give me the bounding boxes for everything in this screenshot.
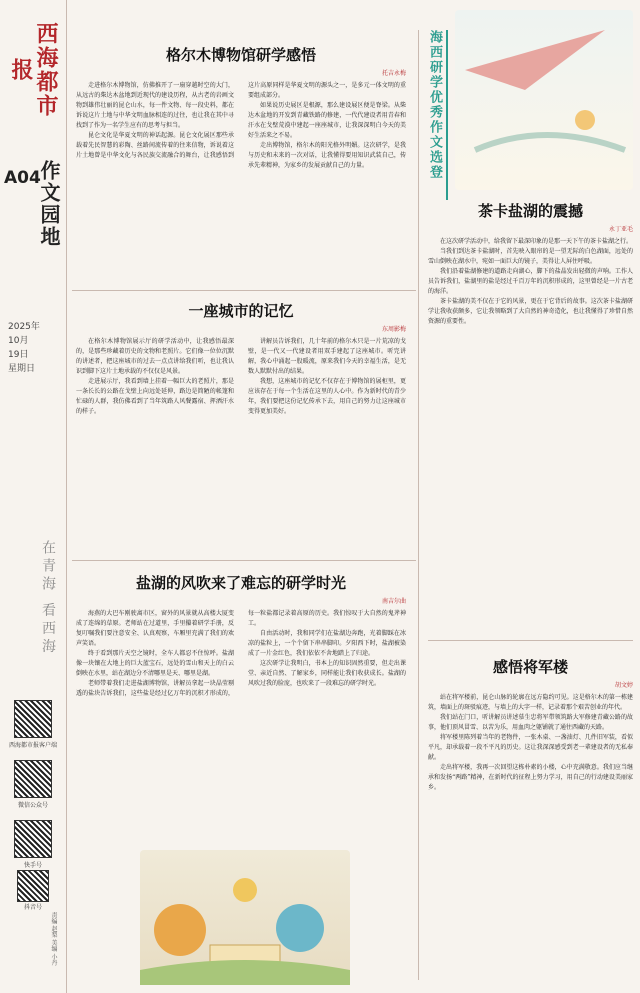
illustration-paper-plane	[455, 10, 633, 190]
paper-plane-icon	[465, 30, 605, 90]
page-number: A04	[4, 168, 41, 188]
qr-label: 西海都市报客户端	[8, 742, 57, 749]
qr-code[interactable]	[17, 870, 49, 902]
banner-rule	[446, 30, 448, 200]
qr-code[interactable]	[14, 820, 52, 858]
article-2	[76, 300, 406, 537]
child-figure	[154, 904, 206, 956]
article-author: 永丁亚毛	[608, 226, 633, 233]
cloud-shape	[475, 135, 625, 150]
child-figure	[575, 110, 595, 130]
editor-credit: 责编 赵梨 美编 小丹	[50, 912, 57, 966]
paragraph: 海燕的大巴车刚驶离市区，窗外的风景就从高楼大厦变成了连绵的草原。老师站在过道里，手里攥着研学手册，反复叮嘱我们要注意安全、认真观察，车厢里充满了我们的欢声笑语。	[76, 610, 234, 647]
article-author: 东周影梅	[381, 326, 406, 333]
left-sidebar	[0, 0, 67, 993]
article-body	[76, 81, 406, 281]
paragraph: 我想，这座城市的记忆不仅存在于博物馆的展柜里，更应该存在于每一个生活在这里的人心中。作为新时代的青少年，我们要把这份记忆传承下去，用自己的努力让这座城市变得更加美好。	[248, 378, 406, 415]
paragraph: 我们站在门口，听讲解员讲述慕生忠将军带领筑路大军修建青藏公路的故事，他们顶风冒雪、以苦为乐，用血肉之躯铺就了通往西藏的天路。	[428, 714, 633, 731]
article-author: 胡文婷	[614, 682, 633, 689]
qr-label: 快手号	[23, 862, 42, 869]
illustration-children-reading	[140, 850, 350, 985]
column-divider	[418, 30, 419, 980]
masthead-logo: 西海都市报	[8, 22, 59, 118]
section-title: 作文园地	[37, 160, 61, 248]
article-author: 托吉永梅	[381, 70, 406, 77]
article-title: 一座城市的记忆	[188, 302, 294, 320]
article-author: 南吉尔曲	[381, 598, 406, 605]
article-title: 茶卡盐湖的震撼	[477, 202, 583, 220]
qr-code[interactable]	[14, 760, 52, 798]
article-title: 盐湖的风吹来了难忘的研学时光	[135, 574, 346, 592]
issue-date	[8, 320, 58, 376]
child-figure	[276, 904, 324, 952]
sun-icon	[233, 878, 257, 902]
article-body	[428, 237, 633, 637]
paragraph: 在这次研学活动中，给我留下最深印象的是那一天下午的茶卡盐湖之行。	[440, 238, 633, 245]
paragraph: 如果说历史展区是根源，那么建设展区便是脊梁。从柴达木盆地的开发到青藏铁路的修建，一代代建设者用青春和汗水在戈壁荒漠中建起一座座城市，让我深深明白今天的美好生活来之不易。	[248, 102, 406, 139]
paragraph: 走进展示厅，我看到墙上挂着一幅巨大的老照片，那是一条长长的公路在戈壁上向远处延伸，路边是简陋的帐篷和忙碌的人群，我仿佛看到了当年筑路人风餐露宿、挥洒汗水的样子。	[76, 378, 234, 415]
article-body	[428, 693, 633, 993]
qr-label: 抖音号	[23, 904, 42, 911]
article-3	[428, 200, 633, 637]
article-body	[76, 609, 406, 854]
date-day: 19日	[8, 350, 29, 360]
paragraph: 在格尔木博物馆展示厅的研学活动中，让我感悟最深的，是那些珍藏着历史的文物和老照片。它们像一位位沉默的讲述者，把这座城市的过去一点点讲给我们听，也让我认识到脚下这片土地承载的不仅仅是风景。	[76, 338, 234, 375]
article-1	[76, 44, 406, 281]
series-banner: 海西研学优秀作文选登	[427, 30, 442, 180]
paragraph: 讲解员告诉我们，几十年前的格尔木只是一片荒凉的戈壁，是一代又一代建设者用双手建起了这座城市。听完讲解，我心中涌起一股暖流，原来我们今天的幸福生活，是无数人默默付出的结果。	[248, 338, 406, 375]
illustration-svg	[455, 10, 633, 190]
paragraph: 这次研学让我明白，书本上的知识固然重要，但走出课堂、亲近自然、了解家乡，同样能让我们收获成长。盐湖的风吹过我的脸庞，也吹来了一段难忘的研学时光。	[248, 660, 406, 687]
illustration-svg	[140, 850, 350, 985]
date-weekday: 星期日	[8, 364, 36, 374]
paragraph: 站在将军楼前，昆仑山脉的轮廓在远方隐约可见。这是格尔木的第一栋建筑，墙面上的斑驳痕迹，与墙上的大字一样，记录着那个艰苦创业的年代。	[428, 694, 633, 711]
grass-shape	[140, 960, 350, 985]
date-year: 2025年	[8, 322, 40, 332]
paragraph: 走出博物馆，格尔木的阳光格外明媚。这次研学，是我与历史和未来的一次对话，让我懂得要用知识武装自己，传承先辈精神，为家乡的发展贡献自己的力量。	[248, 142, 406, 169]
paragraph: 将军楼里陈列着当年的老物件，一张木桌、一盏油灯、几件旧军装，看似平凡，却承载着一段不平凡的历史。这让我深深感受到老一辈建设者的无私奉献。	[428, 734, 633, 761]
divider	[428, 640, 633, 641]
article-5	[428, 656, 633, 993]
paragraph: 自由活动时，我和同学们在盐湖边奔跑，光着脚踩在冰凉的盐粒上，一个个留下串串脚印。夕阳西下时，盐湖被染成了一片金红色，我们依依不舍地踏上了归途。	[248, 630, 406, 657]
paragraph: 走进格尔木博物馆，仿佛推开了一扇穿越时空的大门，从远古的柴达木盆地到近现代的建设历程，从古老的岩画文物到雄伟壮丽的昆仑山水，每一件文物、每一段史料，都在诉说这片土地与中华文明血脉相连的过往，也让我在其中寻找到了作为一名学生应有的思考与担当。	[76, 82, 234, 129]
slogan: 在青海 看西海	[40, 540, 56, 657]
paragraph: 当我们到达茶卡盐湖时，首先映入眼帘的是一望无际的白色湖面，远处的雪山倒映在湖水中，宛如一面巨大的镜子，美得让人屏住呼吸。	[428, 248, 633, 265]
date-month: 10月	[8, 336, 29, 346]
paragraph: 老师带着我们走进盐湖博物馆，讲解员拿起一块晶莹剔透的盐块告诉我们，这些盐是经过亿万年的沉积才形成的，每一粒盐都记录着高原的历史。我们惊叹于大自然的鬼斧神工。	[76, 610, 406, 697]
divider	[72, 560, 416, 561]
paragraph: 走出将军楼，我再一次回望这栋朴素的小楼，心中充满敬意。我们应当继承和发扬“两路”精神，在新时代的征程上努力学习，用自己的行动建设美丽家乡。	[428, 764, 633, 791]
article-4	[76, 572, 406, 854]
paragraph: 茶卡盐湖的美不仅在于它的风景，更在于它背后的故事。这次茶卡盐湖研学让我收获颇多，它让我领略到了大自然的神奇造化，也让我懂得了珍惜自然资源的重要性。	[428, 298, 633, 325]
divider	[72, 290, 416, 291]
qr-label: 微信公众号	[17, 802, 48, 809]
article-title: 感悟将军楼	[492, 658, 568, 676]
paragraph: 我们沿着盐湖修建的道路走向湖心，脚下的盐晶发出轻微的声响。工作人员告诉我们，盐湖里的盐是经过千百万年的沉积形成的，这里曾经是一片古老的海洋。	[428, 268, 633, 295]
article-title: 格尔木博物馆研学感悟	[165, 46, 316, 64]
paragraph: 昆仑文化是华夏文明的神话起源。昆仑文化展区那些承载着先民智慧的彩陶、丝路间流传着的往来信物，诉说着这片土地曾是中华文化与各民族交流融合的舞台，让我感悟到这片高原同样是华夏文明的源头之一，是多元一体文明的重要组成部分。	[76, 82, 406, 159]
paragraph: 终于看到那片天空之镜时，全车人都忍不住惊呼。盐湖像一块镶在大地上的巨大蓝宝石，远处的雪山和天上的白云倒映在水里，站在湖边分不清哪里是天、哪里是湖。	[76, 650, 234, 677]
qr-code[interactable]	[14, 700, 52, 738]
article-body	[76, 337, 406, 537]
